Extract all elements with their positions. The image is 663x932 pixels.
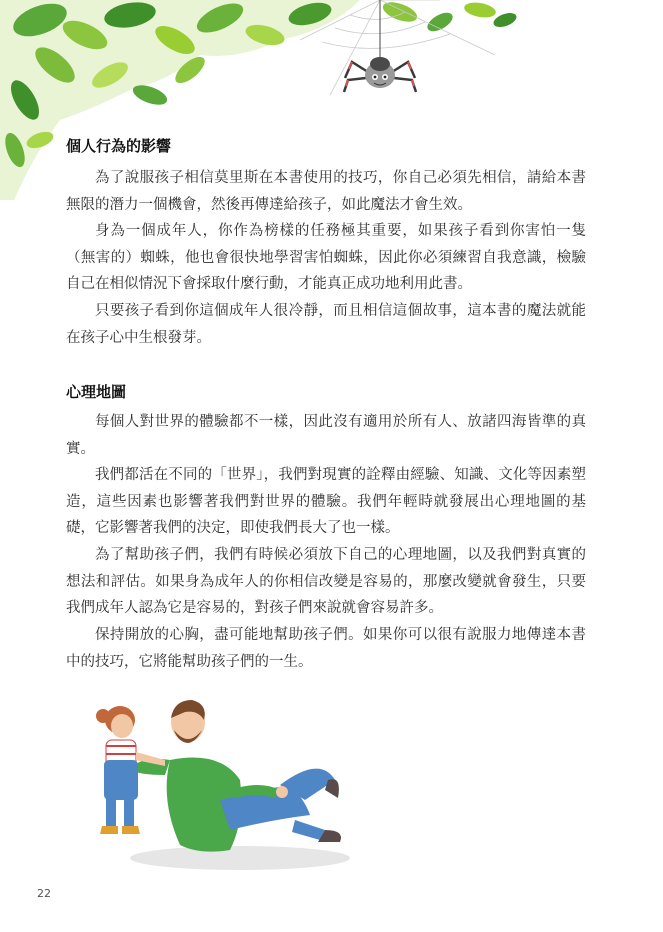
paragraph: 保持開放的心胸，盡可能地幫助孩子們。如果你可以很有說服力地傳達本書中的技巧，它將能幫助孩子們的一生。 [66, 627, 586, 670]
paragraph: 身為一個成年人，你作為榜樣的任務極其重要，如果孩子看到你害怕一隻（無害的）蜘蛛，他也會很快地學習害怕蜘蛛，因此你必須練習自我意識，檢驗自己在相似情況下會採取什麼行動，才能真正成功地利用此書。 [66, 223, 586, 292]
father-figure-icon [130, 700, 341, 852]
page-number: 22 [37, 887, 51, 900]
paragraph: 只要孩子看到你這個成年人很冷靜，而且相信這個故事，這本書的魔法就能在孩子心中生根發芽。 [66, 303, 586, 346]
paragraph: 為了幫助孩子們，我們有時候必須放下自己的心理地圖，以及我們對真實的想法和評估。如果身為成年人的你相信改變是容易的，那麼改變就會發生，只要我們成年人認為它是容易的，對孩子們來說就會容易許多。 [66, 547, 586, 616]
paragraph: 每個人對世界的體驗都不一樣，因此沒有適用於所有人、放諸四海皆準的真實。 [66, 414, 586, 457]
section-heading-mental-map: 心理地圖 [66, 383, 127, 401]
section-heading-personal-behavior: 個人行為的影響 [66, 137, 172, 155]
paragraph: 為了說服孩子相信莫里斯在本書使用的技巧，你自己必須先相信，請給本書無限的潛力一個機會，然後再傳達給孩子，如此魔法才會生效。 [66, 170, 586, 213]
paragraph: 我們都活在不同的「世界」，我們對現實的詮釋由經驗、知識、文化等因素塑造，這些因素也影響著我們對世界的體驗。我們年輕時就發展出心理地圖的基礎，它影響著我們的決定，即使我們長大了也一樣。 [66, 467, 586, 536]
girl-and-father-illustration [70, 680, 370, 880]
